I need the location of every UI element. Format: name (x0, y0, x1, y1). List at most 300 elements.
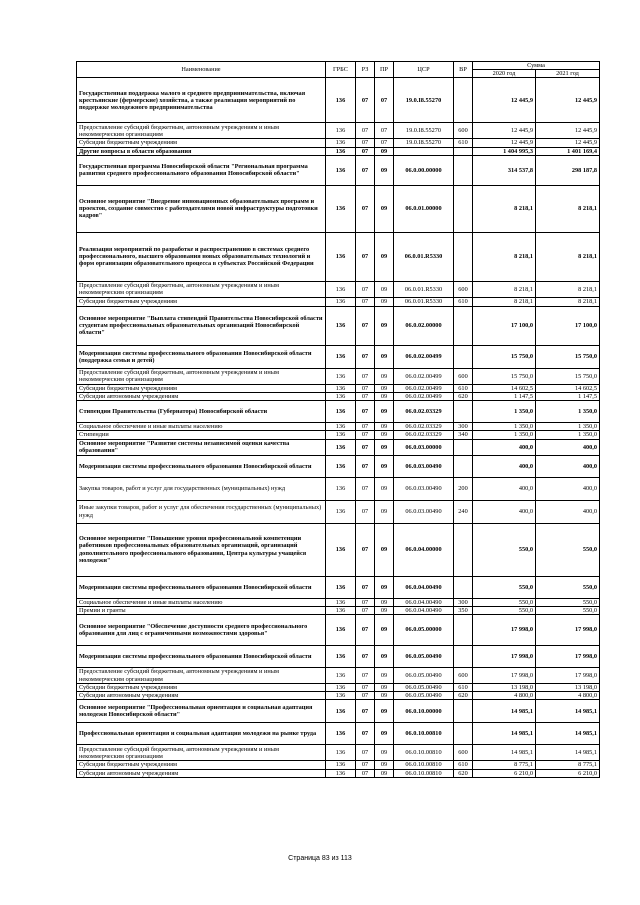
row-vr (454, 155, 473, 185)
table-row (77, 523, 600, 576)
row-value-2020: 314 537,8 (473, 155, 536, 185)
row-grbs: 136 (326, 455, 356, 477)
row-vr (454, 576, 473, 598)
row-value-2020: 550,0 (473, 523, 536, 576)
row-grbs: 136 (326, 368, 356, 384)
row-value-2021: 8 218,1 (536, 297, 600, 306)
row-value-2020: 17 100,0 (473, 306, 536, 345)
row-vr: 600 (454, 668, 473, 684)
row-name: Субсидии бюджетным учреждениям (77, 761, 326, 769)
table-row (77, 769, 600, 777)
row-rz: 07 (356, 745, 375, 761)
row-value-2021: 13 198,0 (536, 684, 600, 692)
row-value-2020: 400,0 (473, 477, 536, 500)
row-name: Основное мероприятие "Развитие системы независимой оценки качества образования" (77, 439, 326, 455)
row-grbs: 136 (326, 232, 356, 281)
row-grbs: 136 (326, 439, 356, 455)
header-pr: ПР (375, 62, 394, 78)
row-pr: 07 (375, 78, 394, 123)
row-rz: 07 (356, 147, 375, 155)
row-rz: 07 (356, 185, 375, 232)
row-value-2020: 8 218,1 (473, 297, 536, 306)
row-value-2020: 12 445,9 (473, 139, 536, 147)
row-csr: 06.0.03.00490 (394, 455, 454, 477)
row-grbs: 136 (326, 306, 356, 345)
row-name: Модернизация системы профессионального образования Новосибирской области (поддержка семьи и детей) (77, 345, 326, 368)
row-value-2021: 8 218,1 (536, 281, 600, 297)
table-row (77, 692, 600, 700)
header-rz: РЗ (356, 62, 375, 78)
row-csr: 06.0.02.03329 (394, 431, 454, 439)
row-value-2020: 8 775,1 (473, 761, 536, 769)
row-csr: 06.0.01.R5330 (394, 297, 454, 306)
row-rz: 07 (356, 769, 375, 777)
row-csr: 06.0.05.00490 (394, 692, 454, 700)
row-csr: 06.0.05.00490 (394, 646, 454, 668)
row-grbs: 136 (326, 393, 356, 401)
row-value-2021: 14 985,1 (536, 700, 600, 723)
row-value-2020: 12 445,9 (473, 123, 536, 139)
row-csr: 06.0.10.00810 (394, 769, 454, 777)
row-pr: 09 (375, 345, 394, 368)
row-value-2021: 550,0 (536, 598, 600, 606)
row-value-2021: 12 445,9 (536, 123, 600, 139)
row-value-2020: 14 985,1 (473, 700, 536, 723)
row-vr: 300 (454, 423, 473, 431)
row-rz: 07 (356, 439, 375, 455)
row-vr: 600 (454, 281, 473, 297)
row-name: Закупка товаров, работ и услуг для государственных (муниципальных) нужд (77, 477, 326, 500)
row-value-2020: 1 350,0 (473, 401, 536, 423)
row-grbs: 136 (326, 401, 356, 423)
row-grbs: 136 (326, 147, 356, 155)
row-vr: 610 (454, 139, 473, 147)
row-vr (454, 455, 473, 477)
row-pr: 09 (375, 523, 394, 576)
row-value-2020: 17 998,0 (473, 668, 536, 684)
row-rz: 07 (356, 606, 375, 614)
row-pr: 09 (375, 368, 394, 384)
row-vr: 300 (454, 598, 473, 606)
table-row (77, 155, 600, 185)
row-csr: 06.0.02.03329 (394, 401, 454, 423)
row-grbs: 136 (326, 78, 356, 123)
page-number: Страница 83 из 113 (288, 855, 352, 862)
row-grbs: 136 (326, 345, 356, 368)
table-row (77, 431, 600, 439)
row-csr: 06.0.05.00000 (394, 615, 454, 646)
row-vr: 610 (454, 297, 473, 306)
row-grbs: 136 (326, 606, 356, 614)
row-value-2020: 15 750,0 (473, 345, 536, 368)
row-value-2021: 17 100,0 (536, 306, 600, 345)
row-value-2020: 6 210,0 (473, 769, 536, 777)
row-pr: 09 (375, 439, 394, 455)
row-value-2021: 1 350,0 (536, 401, 600, 423)
row-name: Субсидии бюджетным учреждениям (77, 384, 326, 392)
row-name: Социальное обеспечение и иные выплаты населению (77, 423, 326, 431)
row-value-2020: 550,0 (473, 576, 536, 598)
row-grbs: 136 (326, 684, 356, 692)
row-pr: 09 (375, 431, 394, 439)
row-csr: 06.0.02.00499 (394, 345, 454, 368)
row-grbs: 136 (326, 615, 356, 646)
row-vr: 200 (454, 477, 473, 500)
row-name: Модернизация системы профессионального образования Новосибирской области (77, 455, 326, 477)
row-grbs: 136 (326, 769, 356, 777)
row-vr: 610 (454, 684, 473, 692)
row-name: Профессиональная ориентация и социальная адаптация молодежи на рынке труда (77, 723, 326, 745)
row-value-2021: 400,0 (536, 455, 600, 477)
row-vr (454, 646, 473, 668)
row-value-2021: 17 998,0 (536, 668, 600, 684)
row-pr: 09 (375, 615, 394, 646)
row-csr: 06.0.02.00499 (394, 384, 454, 392)
header-2021: 2021 год (536, 70, 600, 78)
table-row (77, 700, 600, 723)
row-pr: 09 (375, 477, 394, 500)
row-value-2021: 14 602,5 (536, 384, 600, 392)
row-grbs: 136 (326, 598, 356, 606)
header-vr: ВР (454, 62, 473, 78)
row-rz: 07 (356, 684, 375, 692)
row-name: Субсидии бюджетным учреждениям (77, 139, 326, 147)
row-value-2020: 400,0 (473, 500, 536, 523)
row-pr: 09 (375, 700, 394, 723)
row-value-2021: 550,0 (536, 576, 600, 598)
row-rz: 07 (356, 393, 375, 401)
row-rz: 07 (356, 477, 375, 500)
row-name: Предоставление субсидий бюджетным, автономным учреждениям и иным некоммерческим организациям (77, 281, 326, 297)
row-rz: 07 (356, 281, 375, 297)
row-vr: 340 (454, 431, 473, 439)
row-pr: 09 (375, 598, 394, 606)
row-rz: 07 (356, 646, 375, 668)
row-vr (454, 147, 473, 155)
row-value-2020: 8 218,1 (473, 185, 536, 232)
row-vr (454, 232, 473, 281)
row-name: Стипендии Правительства (Губернатора) Новосибирской области (77, 401, 326, 423)
row-value-2021: 6 210,0 (536, 769, 600, 777)
row-value-2020: 17 998,0 (473, 646, 536, 668)
row-pr: 09 (375, 646, 394, 668)
row-value-2020: 1 404 995,3 (473, 147, 536, 155)
row-vr: 620 (454, 692, 473, 700)
row-value-2020: 8 218,1 (473, 232, 536, 281)
row-csr (394, 147, 454, 155)
table-body (77, 78, 600, 777)
row-value-2021: 8 775,1 (536, 761, 600, 769)
row-grbs: 136 (326, 423, 356, 431)
row-value-2021: 400,0 (536, 439, 600, 455)
row-rz: 07 (356, 431, 375, 439)
row-name: Основное мероприятие "Обеспечение доступности среднего профессионального образования для лиц с ограниченными возможностями здоровья" (77, 615, 326, 646)
row-rz: 07 (356, 232, 375, 281)
row-vr: 240 (454, 500, 473, 523)
table-row (77, 345, 600, 368)
table-row (77, 500, 600, 523)
row-name: Модернизация системы профессионального образования Новосибирской области (77, 646, 326, 668)
row-value-2020: 1 350,0 (473, 431, 536, 439)
row-pr: 09 (375, 745, 394, 761)
row-csr: 06.0.10.00810 (394, 745, 454, 761)
row-vr (454, 185, 473, 232)
row-value-2021: 550,0 (536, 523, 600, 576)
row-value-2021: 17 998,0 (536, 615, 600, 646)
row-vr (454, 700, 473, 723)
row-name: Предоставление субсидий бюджетным, автономным учреждениям и иным некоммерческим организациям (77, 368, 326, 384)
row-grbs: 136 (326, 745, 356, 761)
row-pr: 09 (375, 401, 394, 423)
row-name: Основное мероприятие "Выплата стипендий Правительства Новосибирской области студентам профессиональных образовательных организаций Новосибирской области" (77, 306, 326, 345)
row-pr: 09 (375, 232, 394, 281)
row-vr: 350 (454, 606, 473, 614)
row-pr: 09 (375, 606, 394, 614)
table-row (77, 147, 600, 155)
row-pr: 09 (375, 306, 394, 345)
row-csr: 06.0.01.00000 (394, 185, 454, 232)
row-value-2021: 15 750,0 (536, 345, 600, 368)
row-value-2020: 1 350,0 (473, 423, 536, 431)
row-grbs: 136 (326, 646, 356, 668)
table-row (77, 761, 600, 769)
row-name: Стипендии (77, 431, 326, 439)
row-value-2021: 12 445,9 (536, 139, 600, 147)
row-value-2021: 550,0 (536, 606, 600, 614)
header-csr: ЦСР (394, 62, 454, 78)
row-csr: 06.0.10.00810 (394, 761, 454, 769)
row-name: Основное мероприятие "Повышение уровня профессиональной компетенции работников профессиональных образовательных организаций, организаций дополнительного профессионального образования, Центра культуры учащейся молодежи" (77, 523, 326, 576)
row-name: Предоставление субсидий бюджетным, автономным учреждениям и иным некоммерческим организациям (77, 745, 326, 761)
row-grbs: 136 (326, 477, 356, 500)
row-csr: 06.0.02.00499 (394, 368, 454, 384)
row-pr: 09 (375, 147, 394, 155)
row-name: Субсидии автономным учреждениям (77, 692, 326, 700)
table-row (77, 139, 600, 147)
header-grbs: ГРБС (326, 62, 356, 78)
row-value-2020: 8 218,1 (473, 281, 536, 297)
table-row (77, 606, 600, 614)
table-row (77, 723, 600, 745)
row-vr (454, 306, 473, 345)
table-row (77, 684, 600, 692)
table-row (77, 368, 600, 384)
row-pr: 09 (375, 185, 394, 232)
row-value-2021: 1 147,5 (536, 393, 600, 401)
row-rz: 07 (356, 423, 375, 431)
row-vr (454, 439, 473, 455)
row-csr: 06.0.04.00490 (394, 598, 454, 606)
row-grbs: 136 (326, 576, 356, 598)
row-value-2020: 15 750,0 (473, 368, 536, 384)
row-rz: 07 (356, 576, 375, 598)
row-value-2020: 17 998,0 (473, 615, 536, 646)
table-row (77, 439, 600, 455)
row-pr: 07 (375, 139, 394, 147)
row-grbs: 136 (326, 384, 356, 392)
row-rz: 07 (356, 692, 375, 700)
row-csr: 06.0.05.00490 (394, 684, 454, 692)
row-name: Премии и гранты (77, 606, 326, 614)
row-csr: 19.0.I8.55270 (394, 123, 454, 139)
table-row (77, 297, 600, 306)
header-name: Наименование (77, 62, 326, 78)
row-pr: 09 (375, 393, 394, 401)
row-rz: 07 (356, 455, 375, 477)
row-vr: 610 (454, 761, 473, 769)
row-grbs: 136 (326, 723, 356, 745)
table-row (77, 455, 600, 477)
row-csr: 19.0.I8.55270 (394, 139, 454, 147)
table-row (77, 232, 600, 281)
row-value-2020: 14 985,1 (473, 723, 536, 745)
row-name: Социальное обеспечение и иные выплаты населению (77, 598, 326, 606)
row-grbs: 136 (326, 297, 356, 306)
row-value-2020: 400,0 (473, 455, 536, 477)
row-rz: 07 (356, 297, 375, 306)
row-pr: 09 (375, 297, 394, 306)
row-vr: 620 (454, 769, 473, 777)
row-pr: 09 (375, 769, 394, 777)
row-rz: 07 (356, 723, 375, 745)
row-value-2020: 1 147,5 (473, 393, 536, 401)
row-name: Реализация мероприятий по разработке и распространению в системах среднего профессионального, высшего образования новых образовательных технологий и форм организации образовательного процесса в субъектах Российской Федерации (77, 232, 326, 281)
row-csr: 19.0.I8.55270 (394, 78, 454, 123)
row-value-2021: 14 985,1 (536, 723, 600, 745)
row-rz: 07 (356, 761, 375, 769)
table-row (77, 401, 600, 423)
row-grbs: 136 (326, 500, 356, 523)
row-value-2020: 12 445,9 (473, 78, 536, 123)
table-row (77, 745, 600, 761)
row-rz: 07 (356, 598, 375, 606)
row-vr (454, 345, 473, 368)
budget-table (76, 61, 600, 778)
row-csr: 06.0.02.00499 (394, 393, 454, 401)
row-csr: 06.0.03.00490 (394, 500, 454, 523)
row-name: Государственная поддержка малого и среднего предпринимательства, включая крестьянские (фермерские) хозяйства, а также реализация мероприятий по поддержке молодежного предпринимательства (77, 78, 326, 123)
row-grbs: 136 (326, 123, 356, 139)
row-value-2021: 1 350,0 (536, 423, 600, 431)
row-value-2021: 8 218,1 (536, 232, 600, 281)
row-vr: 620 (454, 393, 473, 401)
table-row (77, 306, 600, 345)
row-pr: 09 (375, 692, 394, 700)
budget-document (76, 61, 599, 778)
row-vr (454, 523, 473, 576)
row-value-2021: 8 218,1 (536, 185, 600, 232)
row-rz: 07 (356, 306, 375, 345)
row-grbs: 136 (326, 523, 356, 576)
row-grbs: 136 (326, 431, 356, 439)
row-pr: 09 (375, 684, 394, 692)
row-vr (454, 615, 473, 646)
row-rz: 07 (356, 523, 375, 576)
row-rz: 07 (356, 500, 375, 523)
row-csr: 06.0.05.00490 (394, 668, 454, 684)
row-csr: 06.0.02.00000 (394, 306, 454, 345)
row-vr (454, 78, 473, 123)
row-grbs: 136 (326, 281, 356, 297)
row-grbs: 136 (326, 185, 356, 232)
row-name: Субсидии бюджетным учреждениям (77, 684, 326, 692)
row-pr: 09 (375, 423, 394, 431)
row-name: Государственная программа Новосибирской области "Региональная программа развития среднего профессионального образования Новосибирской области" (77, 155, 326, 185)
row-name: Субсидии бюджетным учреждениям (77, 297, 326, 306)
row-pr: 09 (375, 761, 394, 769)
row-grbs: 136 (326, 139, 356, 147)
row-value-2020: 550,0 (473, 606, 536, 614)
row-vr: 600 (454, 368, 473, 384)
row-name: Субсидии автономным учреждениям (77, 769, 326, 777)
row-name: Основное мероприятие "Внедрение инновационных образовательных программ и проектов, создание совместно с работодателями новой инфраструктуры подготовки кадров" (77, 185, 326, 232)
table-row (77, 78, 600, 123)
row-value-2021: 14 985,1 (536, 745, 600, 761)
row-value-2021: 298 187,8 (536, 155, 600, 185)
row-csr: 06.0.01.R5330 (394, 232, 454, 281)
row-value-2021: 4 800,0 (536, 692, 600, 700)
row-value-2021: 17 998,0 (536, 646, 600, 668)
row-rz: 07 (356, 368, 375, 384)
row-value-2021: 15 750,0 (536, 368, 600, 384)
table-row (77, 668, 600, 684)
row-csr: 06.0.02.03329 (394, 423, 454, 431)
row-rz: 07 (356, 139, 375, 147)
table-row (77, 393, 600, 401)
row-grbs: 136 (326, 700, 356, 723)
row-pr: 09 (375, 668, 394, 684)
row-vr (454, 401, 473, 423)
row-value-2021: 1 350,0 (536, 431, 600, 439)
row-name: Другие вопросы в области образования (77, 147, 326, 155)
row-rz: 07 (356, 384, 375, 392)
table-row (77, 477, 600, 500)
row-grbs: 136 (326, 668, 356, 684)
row-value-2021: 400,0 (536, 500, 600, 523)
row-name: Предоставление субсидий бюджетным, автономным учреждениям и иным некоммерческим организациям (77, 123, 326, 139)
row-value-2020: 400,0 (473, 439, 536, 455)
row-value-2020: 550,0 (473, 598, 536, 606)
row-rz: 07 (356, 345, 375, 368)
row-vr (454, 723, 473, 745)
row-value-2021: 1 401 169,4 (536, 147, 600, 155)
row-pr: 09 (375, 384, 394, 392)
row-pr: 09 (375, 281, 394, 297)
row-grbs: 136 (326, 761, 356, 769)
row-name: Предоставление субсидий бюджетным, автономным учреждениям и иным некоммерческим организациям (77, 668, 326, 684)
row-grbs: 136 (326, 692, 356, 700)
row-pr: 09 (375, 723, 394, 745)
row-vr: 600 (454, 123, 473, 139)
row-value-2020: 4 800,0 (473, 692, 536, 700)
table-row (77, 423, 600, 431)
row-vr: 600 (454, 745, 473, 761)
row-rz: 07 (356, 401, 375, 423)
table-row (77, 576, 600, 598)
row-csr: 06.0.10.00810 (394, 723, 454, 745)
row-grbs: 136 (326, 155, 356, 185)
row-csr: 06.0.04.00490 (394, 576, 454, 598)
header-sum: Сумма (473, 62, 600, 70)
row-pr: 09 (375, 455, 394, 477)
row-pr: 09 (375, 576, 394, 598)
row-rz: 07 (356, 123, 375, 139)
row-rz: 07 (356, 668, 375, 684)
row-name: Основное мероприятие "Профессиональная ориентация и социальная адаптация молодежи Новосибирской области" (77, 700, 326, 723)
row-csr: 06.0.03.00490 (394, 477, 454, 500)
row-rz: 07 (356, 615, 375, 646)
row-vr: 610 (454, 384, 473, 392)
